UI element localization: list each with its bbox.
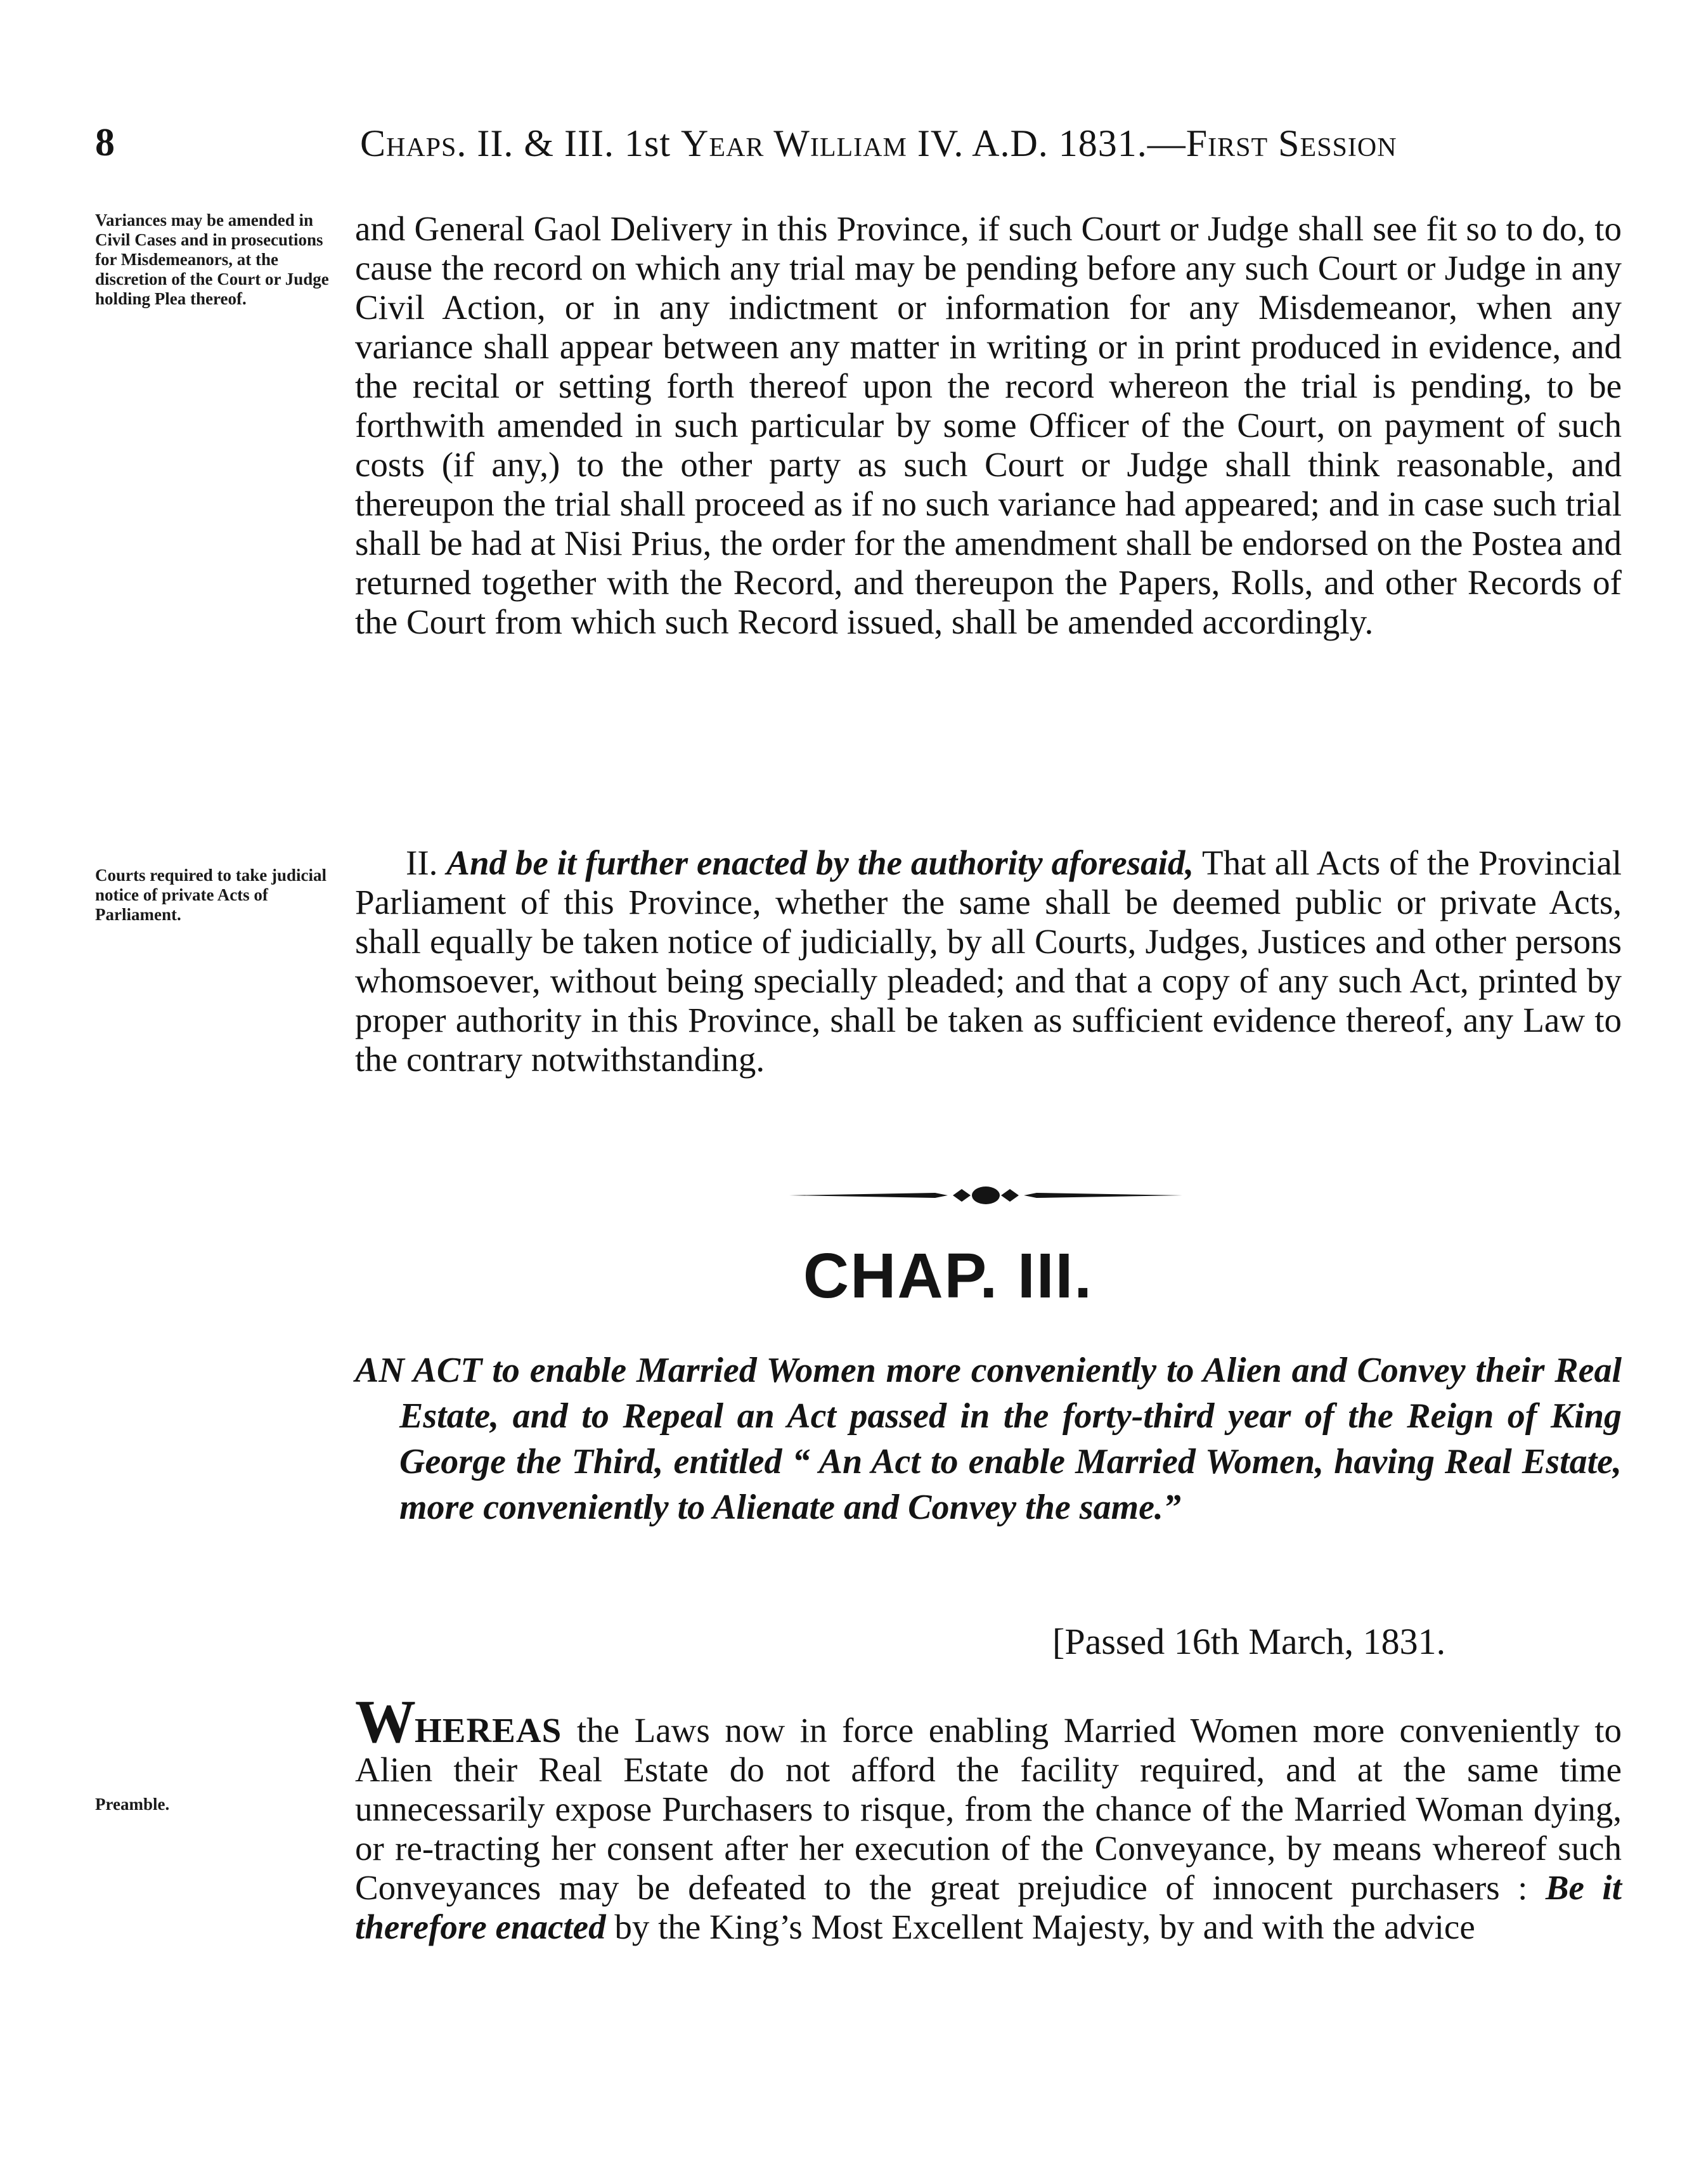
- section-continued-text: and General Gaol Delivery in this Province, if such Court or Judge shall see fit so to do, to cause the record on which any trial may be pending before any such Court or Judge in any Civil Action, or in any indictment or information for any Misdemeanor, when any variance shall appear between any matter in writing or in print produced in evidence, and the recital or setting forth thereof upon the record whereon the trial is pending, to be forthwith amended in such particular by some Officer of the Court, on payment of such costs (if any,) to the other party as such Court or Judge shall think reasonable, and thereupon the trial shall proceed as if no such variance had appeared; and in case such trial shall be had at Nisi Prius, the order for the amendment shall be endorsed on the Postea and returned together with the Record, and thereupon the Papers, Rolls, and other Records of the Court from which such Record issued, shall be amended accordingly.: [355, 209, 1622, 641]
- preamble-tail: by the King’s Most Excellent Majesty, by and with the advice: [605, 1908, 1475, 1946]
- chapter-title: CHAP. III.: [803, 1240, 1094, 1311]
- section-continued: [355, 209, 1622, 642]
- preamble-text: the Laws now in force enabling Married Women more conveniently to Alien their Real Estate do not afford the facility required, and at the same time unnecessarily expose Purchasers to risque, from the chance of the Married Woman dying, or re-tracting her consent after her execution of the Conveyance, by means whereof such Conveyances may be defeated to the great prejudice of innocent purchasers :: [355, 1711, 1622, 1907]
- running-head-year-label: Year William: [681, 122, 907, 164]
- margin-note-variances: Variances may be amended in Civil Cases and in prosecutions for Misdemeanors, at the discretion of the Court or Judge holding Plea thereof.: [95, 211, 329, 308]
- running-head: [360, 122, 1622, 166]
- passed-date: [Passed 16th March, 1831.: [1052, 1621, 1446, 1662]
- preamble-paragraph: [355, 1687, 1622, 1947]
- preamble-whereas: HEREAS: [415, 1711, 562, 1750]
- act-title-lead: AN ACT: [355, 1351, 482, 1390]
- act-title-text: to enable Married Women more conveniently to Alien and Convey their Real Estate, and to Repeal an Act passed in the forty-third year of the Reign of King George the Third, entitled “ An Act to enable Married Women, having Real Estate, more conveniently to Alienate and Convey the same.”: [399, 1351, 1622, 1527]
- ornamental-rule: [789, 1178, 1182, 1213]
- preamble-enacting-clause: Be it therefore enacted: [355, 1868, 1622, 1946]
- section-two-number: II.: [406, 843, 438, 882]
- page-number: 8: [95, 121, 115, 164]
- margin-note-preamble: Preamble.: [95, 1795, 170, 1814]
- section-two-paragraph: [355, 843, 1622, 1079]
- section-two-text: That all Acts of the Provincial Parliament of this Province, whether the same shall be deemed public or private Acts, shall equally be taken notice of judicially, by all Courts, Judges, Justices and other persons whomsoever, without being specially pleaded; and that a copy of any such Act, printed by proper authority in this Province, shall be taken as sufficient evidence thereof, any Law to the contrary notwithstanding.: [355, 843, 1622, 1079]
- running-head-reign: IV. A.D. 1831.—: [907, 122, 1186, 164]
- running-head-prefix: Chaps.: [360, 122, 467, 164]
- act-title: [355, 1348, 1622, 1530]
- preamble-drop-cap: W: [355, 1687, 415, 1755]
- section-two: [355, 843, 1622, 1079]
- running-head-session: First Session: [1186, 122, 1397, 164]
- section-two-enacting-clause: And be it further enacted by the authority aforesaid,: [446, 843, 1194, 882]
- running-head-chapters: II. & III. 1st: [467, 122, 681, 164]
- margin-note-courts: Courts required to take judicial notice of private Acts of Parliament.: [95, 866, 327, 924]
